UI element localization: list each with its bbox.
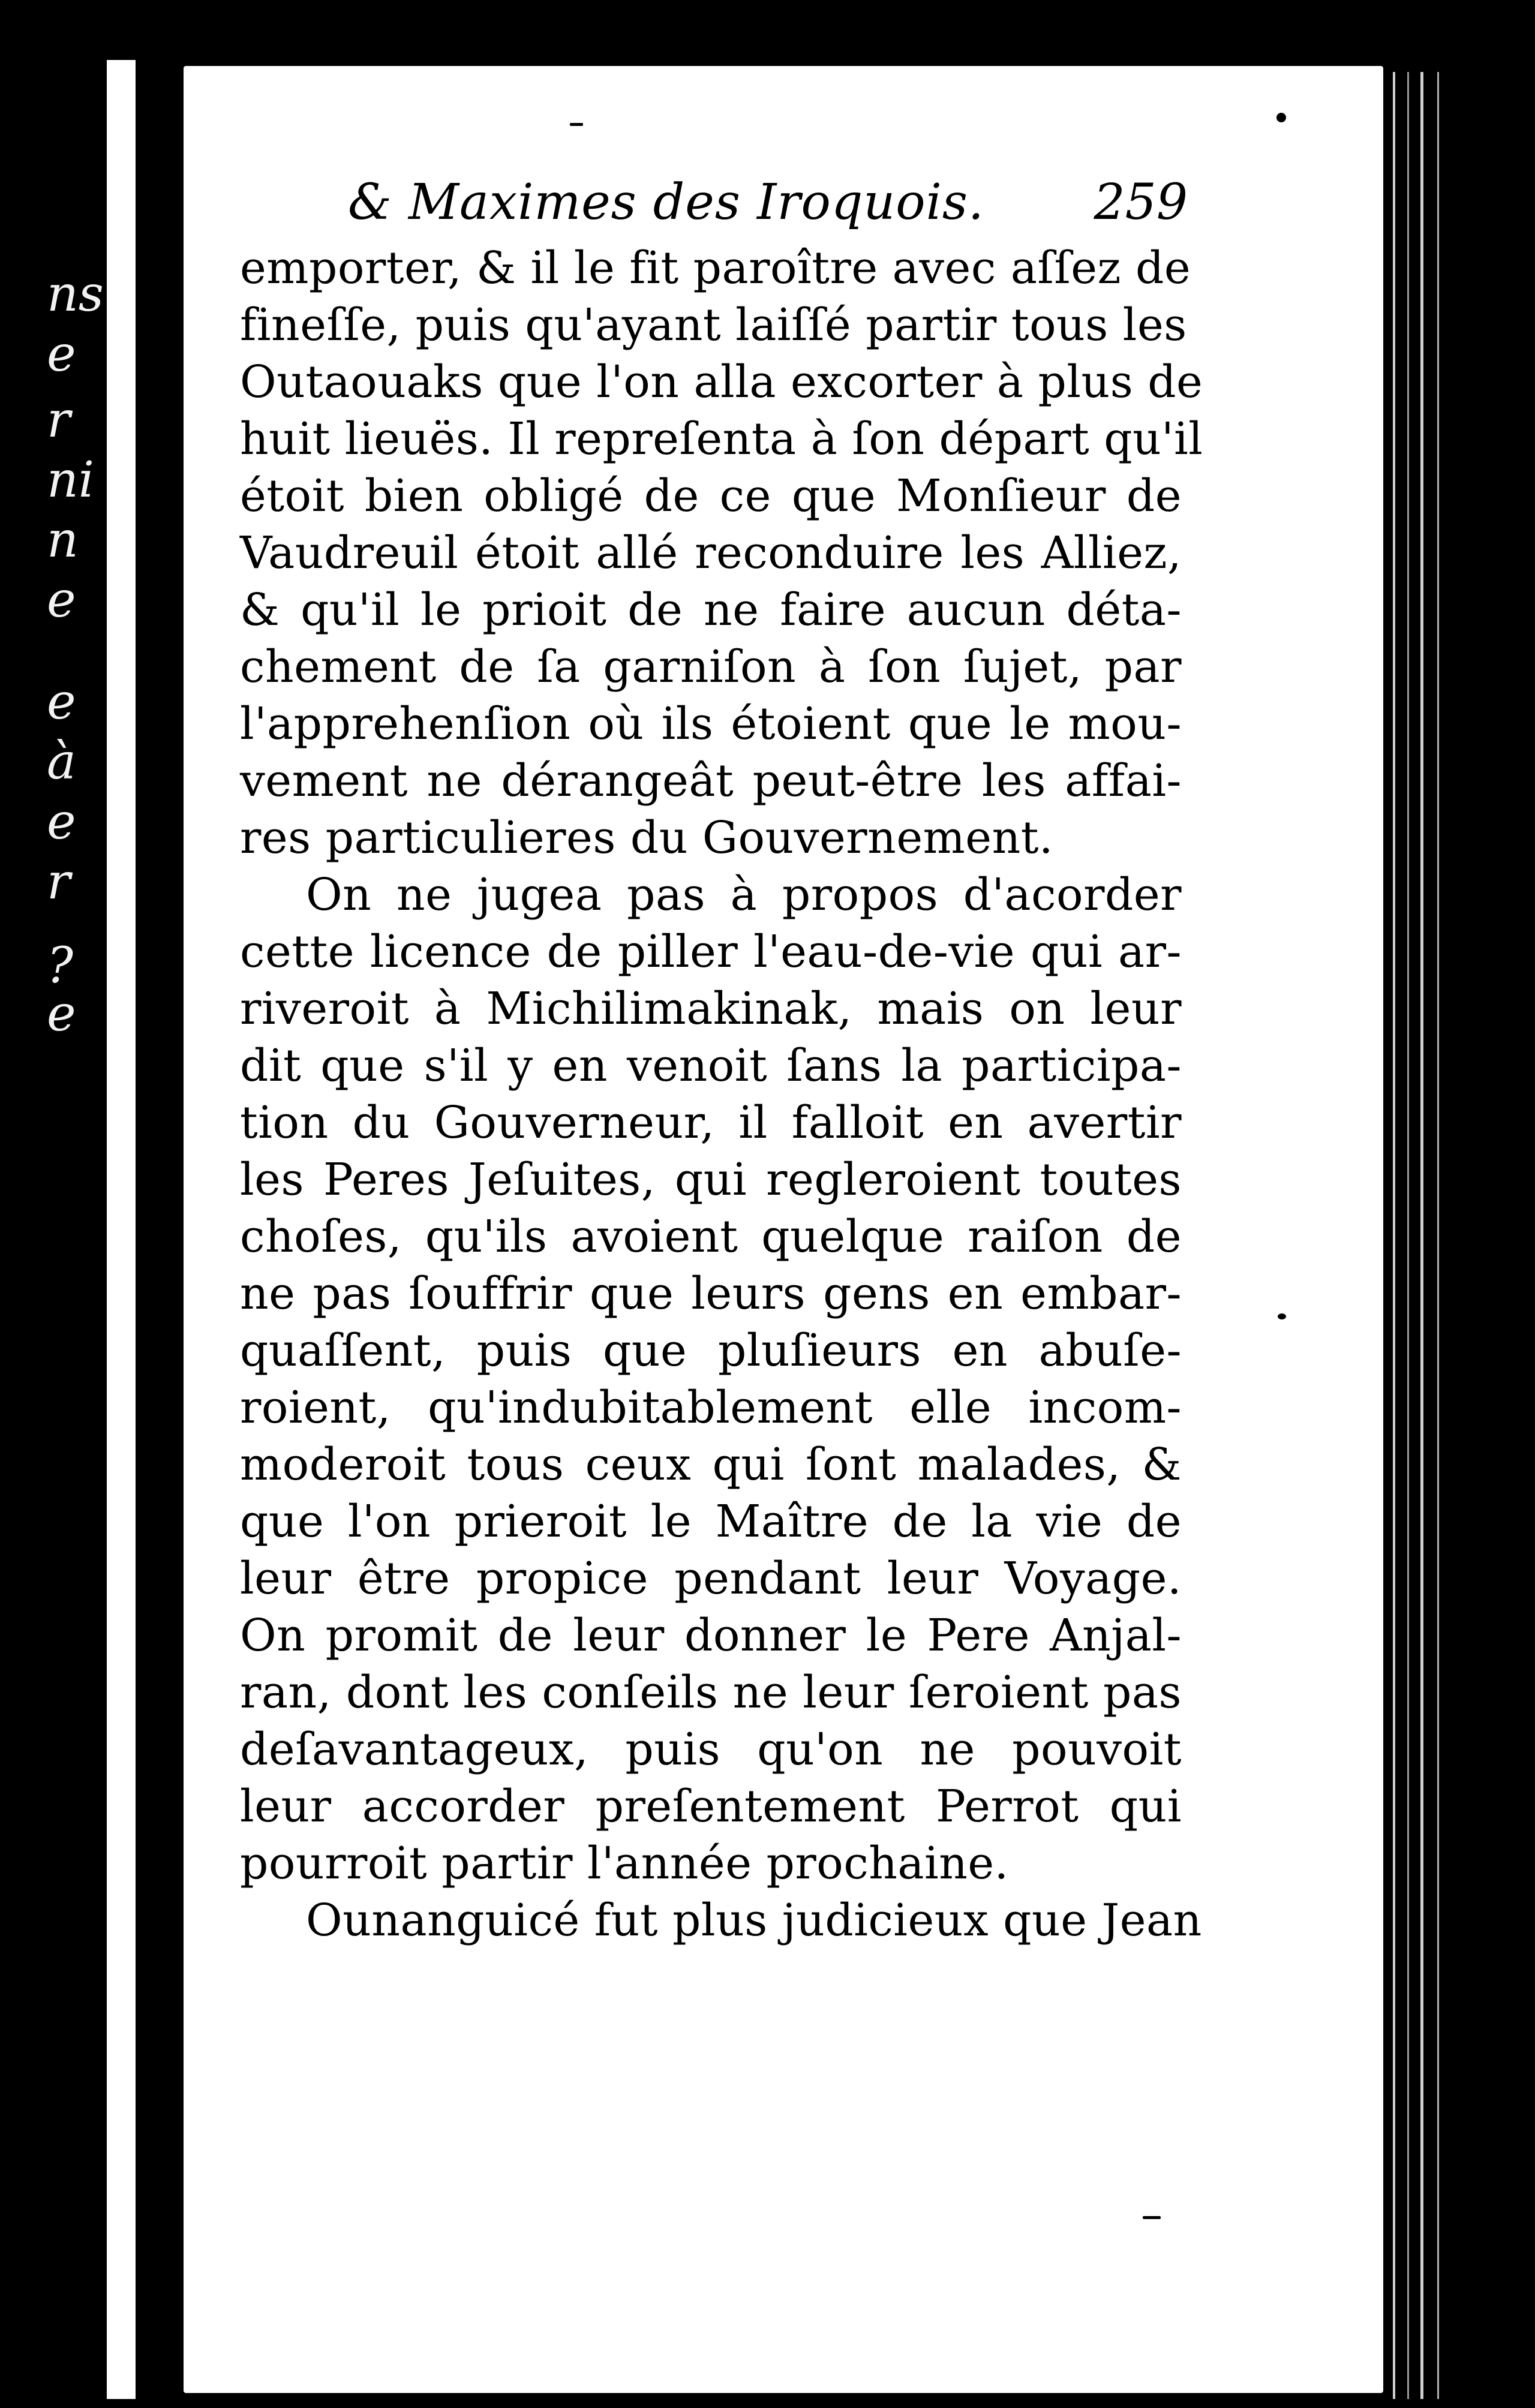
text-line: pourroit partir l'année prochaine. xyxy=(240,1838,1009,1889)
margin-fragment: r xyxy=(47,392,71,449)
text-line: ne pas ſouffrir que leurs gens en embar- xyxy=(240,1268,1182,1319)
text-line: roient, qu'indubitablement elle incom- xyxy=(240,1382,1182,1433)
margin-fragment: e xyxy=(47,326,76,383)
text-line: riveroit à Michilimakinak, mais on leur xyxy=(240,983,1182,1035)
text-line: étoit bien obligé de ce que Monſieur de xyxy=(240,470,1182,522)
margin-fragment: ni xyxy=(47,452,95,509)
scan-speck xyxy=(1278,1313,1286,1319)
text-line: On ne jugea pas à propos d'acorder xyxy=(306,869,1182,921)
body-text xyxy=(240,240,1203,1949)
text-line: Ounanguicé fut plus judicieux que Jean xyxy=(306,1895,1202,1946)
text-line: dit que s'il y en venoit ſans la participa- xyxy=(240,1040,1182,1092)
page-number: 259 xyxy=(1094,174,1188,231)
text-line: vement ne dérangeât peut-être les affai- xyxy=(240,755,1182,807)
running-title: & Maximes des Iroquois. xyxy=(348,174,984,231)
edge-stripe xyxy=(1420,72,1423,2399)
text-line: On promit de leur donner le Pere Anjal- xyxy=(240,1610,1182,1661)
text-line: tion du Gouverneur, il falloit en avertir xyxy=(240,1097,1182,1149)
text-line: cette licence de piller l'eau-de-vie qui ar- xyxy=(240,926,1182,978)
text-line: Outaouaks que l'on alla excorter à plus de xyxy=(240,356,1203,408)
text-line: l'apprehenſion où ils étoient que le mou- xyxy=(240,698,1182,750)
margin-fragment: à xyxy=(47,733,76,790)
text-line: Vaudreuil étoit allé reconduire les Alliez, xyxy=(240,527,1182,579)
edge-stripe xyxy=(1393,72,1395,2399)
margin-fragment: e xyxy=(47,572,76,629)
margin-fragment: n xyxy=(47,512,79,569)
scan-speck xyxy=(1143,2216,1161,2219)
edge-stripe xyxy=(1437,72,1439,2399)
text-line: deſavantageux, puis qu'on ne pouvoit xyxy=(240,1724,1182,1775)
running-head xyxy=(348,174,1188,246)
margin-fragment: e xyxy=(47,674,76,730)
text-line: moderoit tous ceux qui ſont malades, & xyxy=(240,1439,1182,1490)
text-line: leur accorder preſentement Perrot qui xyxy=(240,1781,1182,1832)
margin-fragment: e xyxy=(47,793,76,850)
adjacent-page-edge xyxy=(0,72,108,2399)
text-line: les Peres Jeſuites, qui regleroient toutes xyxy=(240,1154,1182,1205)
text-line: choſes, qu'ils avoient quelque raiſon de xyxy=(240,1211,1182,1262)
edge-stripe xyxy=(1407,72,1409,2399)
text-line: fineſſe, puis qu'ayant laiſſé partir tous les xyxy=(240,299,1187,351)
text-line: & qu'il le prioit de ne faire aucun déta- xyxy=(240,584,1182,636)
margin-fragment: e xyxy=(47,985,76,1042)
text-line: ran, dont les conſeils ne leur ſeroient pas xyxy=(240,1667,1182,1718)
text-line: chement de ſa garniſon à ſon ſujet, par xyxy=(240,641,1182,693)
text-line: quaſſent, puis que pluſieurs en abuſe- xyxy=(240,1325,1182,1376)
scan-speck xyxy=(570,123,583,126)
margin-fragment: r xyxy=(47,853,71,910)
text-line: leur être propice pendant leur Voyage. xyxy=(240,1553,1182,1604)
text-line: que l'on prieroit le Maître de la vie de xyxy=(240,1496,1182,1547)
binding-edge xyxy=(107,60,136,2399)
margin-fragment: ns xyxy=(47,266,104,323)
text-line: res particulieres du Gouvernement. xyxy=(240,812,1054,864)
scan-speck xyxy=(1276,113,1286,122)
text-line: emporter, & il le fit paroître avec aſſez de xyxy=(240,242,1191,294)
gutter-shadow xyxy=(136,60,184,2399)
text-line: huit lieuës. Il repreſenta à ſon départ qu'il xyxy=(240,413,1203,465)
page-edge-right xyxy=(1383,72,1535,2399)
margin-fragment: ? xyxy=(47,937,73,994)
